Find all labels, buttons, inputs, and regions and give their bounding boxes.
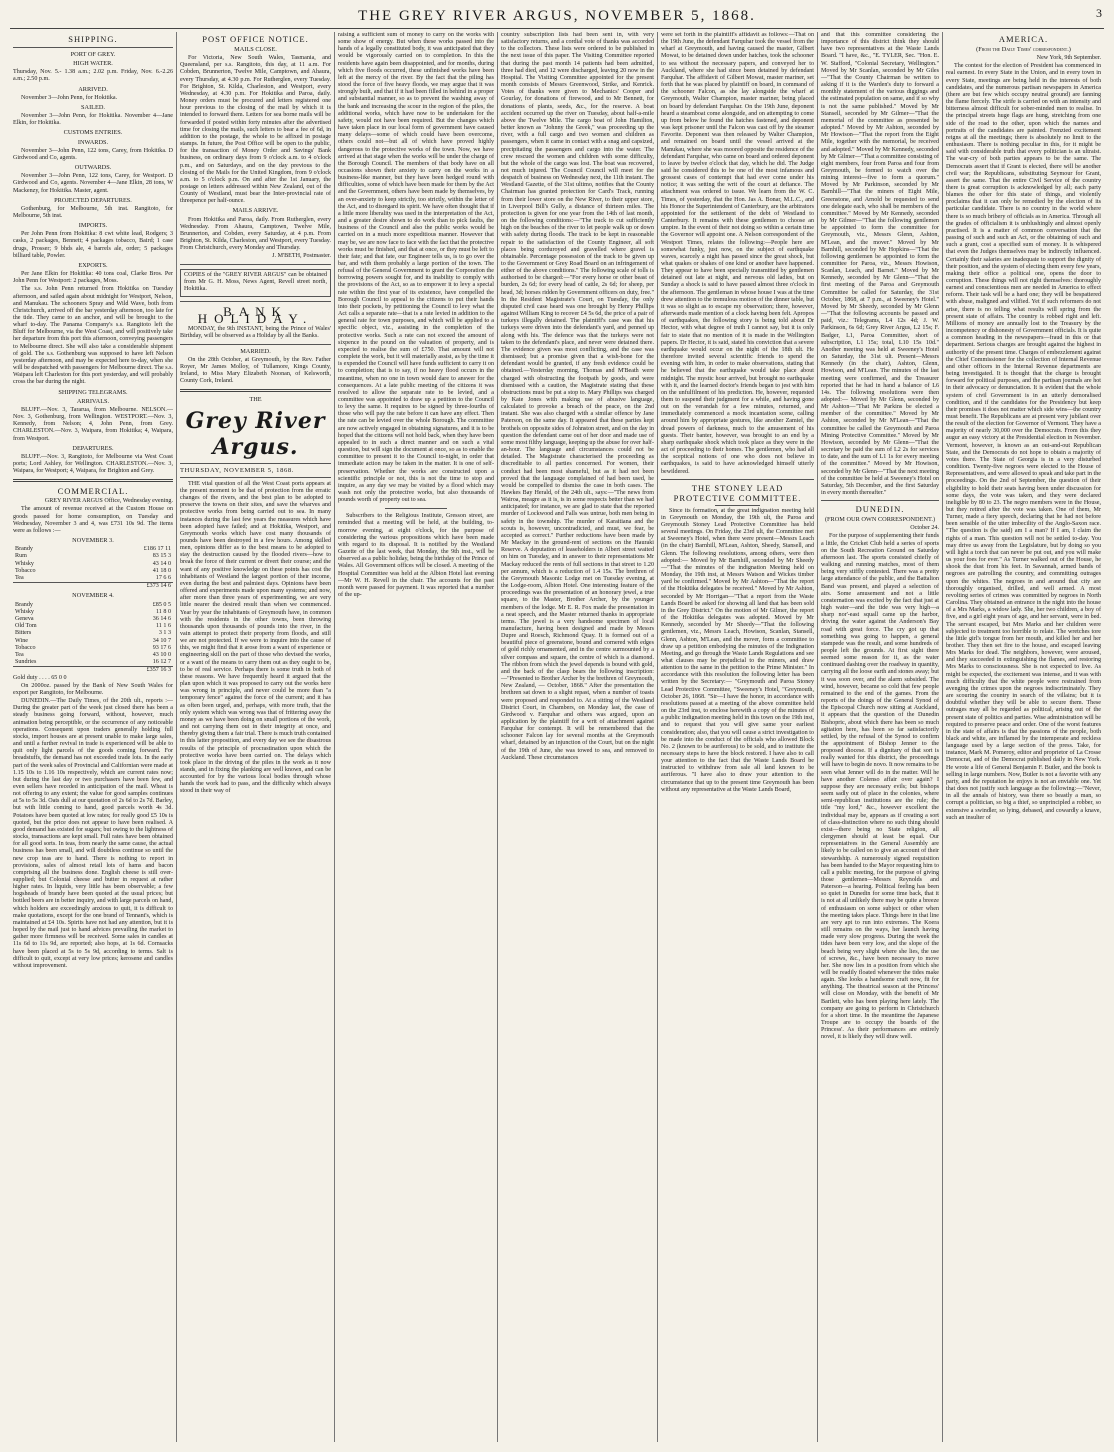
revenue-row — [13, 638, 173, 645]
imports-heading: IMPORTS. — [78, 222, 108, 230]
revenue-amount: 93 17 6 — [152, 644, 171, 651]
america-heading: AMERICA. — [998, 34, 1049, 44]
married-text: On the 28th October, at Greymouth, by the Rev. Father Royer, Mr James Molloy, of Tullamore, Kings County, Ireland, to Miss Mary Elizabeth Noonan, of Kelsworth, County Cork, Ireland. — [180, 356, 331, 385]
revenue-row — [13, 546, 173, 553]
america-date: New York, 9th September. — [1036, 55, 1101, 62]
commercial-intro: The amount of revenue received at the Custom House on goods passed for home consumption, on Tuesday and Wednesday, November 3 and 4, was £731 10s 9d. The items were as follows :— — [13, 506, 173, 534]
revenue-row — [13, 609, 173, 616]
editorial-part-2: raising a sufficient sum of money to carry on the works with some show of energy. But when these works passed into the hands of a legally constituted body, it was anticipated that they would be vigorously carried on to completion. In this the residents have again been disappointed, and for months, during which five floods occurred, these unfinished works have been left at the mercy of the river. By the fact that the piling has stood the force of five heavy floods, we may argue that it was strongly built, and that if it had been filled in behind in a proper and substantial manner, so as to prevent the washing away of the bank and increasing the scour in the region of the piles, the additional works, which have now to be undertaken for the safety, would not have been required. But the changes which have taken place in our local form of government have caused many delays—some of which could have been overcome, others could not—but all of which have proved highly dangerous to the protective works of the town. Now, we have arrived at that stage when the works will be under the charge of the Borough Council. The members of that body have on all occasions shown their anxiety to carry on the works in a business-like manner, but they have been hedged round with difficulties, some of which have been made for them by the Act and the Government, others have been made by themselves, by an over-anxiety to keep strictly, too strictly, within the letter of the Act, and to disregard its spirit. We have often thought that if a little more liberality was used in the interpretation of the Act, and a greater desire shown to do work than to pick faults, the business of the Council and also the public works would be carried on in a much more expeditious manner. However that may be, we are now face to face with the fact that the protective works must be finished, and that at once, or they must be left to their fate; and that fate, our Engineer tells us, is to go over the bar, and with them probably a large portion of the town. The refusal of the General Government to grant the Corporation the borrowing powers sought for, and its inability to comply with the provisions of the Act, so as to empower it to levy a special rate within the first year of its existence, have compelled the Borough Council to appeal to the citizens to put their hands into their pockets, by petitioning the Council to levy what the Act calls a separate rate—that is a rate levied in addition to the general rate for town purposes, and which will be applied to a specific object, viz., assisting in the completion of the protective works. Such a rate can not exceed the amount of sixpence in the pound on the valuation of property, and is expected to realise the sum of £750. That amount will not complete the work, but it will materially assist, as by the time it is expended the Council will have funds sufficient to carry it on to completion; that is to say, if no heavy flood occurs in the meantime, when no one in town would dare to answer for the consequences. At a late public meeting of the citizens it was resolved to allow the separate rate to be levied, and a committee was appointed to draw up a petition to the Council to levy the same. It requires to be signed by three-fourths of those who will pay the rate before it can have any effect. Then the rate can be levied over the whole Borough. The committee are now actively engaged in obtaining signatures, and it is to be hoped that the citizens will not hold back, when they have been appealed to in such a direct manner and on such a vital question, but will sign the document at once, so as to enable the committee to present it to the Council to-night, in order that immediate action may be taken in the matter. It is one of self-preservation. Whether the works are constructed upon a scientific principle or not, this is not the time to stop and inquire, as any day we may be visited by a flood which may wash not only the protective works, but also thousands of pounds worth of property out to sea. — [338, 32, 494, 504]
paper-title: Grey River Argus. — [185, 407, 326, 460]
gold-note: On 2000oz. passed by the Bank of New South Wales for export per Rangitoto, for Melbourne. — [13, 682, 173, 696]
revenue-amount: 83 15 3 — [152, 553, 171, 560]
dunedin-heading: DUNEDIN. — [855, 504, 905, 515]
gold-duty: Gold duty . . . . 65 0 0 — [13, 674, 67, 681]
revenue-row — [13, 568, 173, 575]
column-3 — [334, 32, 497, 1442]
stoney-lead-continued: and that this committee considering the importance of this district think they should have two representatives at the Waste Lands Board. "I have, &c., "E. TYLER, Sec. "Hon. E. W. Stafford, "Colonial Secretary, Wellington." Moved by Mr Scanlan, seconded by Mr Giles—"That the County Chairman be written to asking if it is the Warden's duty to forward a monthly statement of the various diggings and the estimated population on same, and if so why is not the same published." Moved by Mr Stansell, seconded by Mr Gilmer—"That the memorial of the committee as presented be adopted." Moved by Mr Ashton, seconded by Mr Howison—"That the report from the Eight Mile, together with the memorial, be received and adopted." Moved by Mr Kennedy, seconded by Mr Gilmer—"That a committee consisting of eight members, four from Paroa and four from Greymouth, be formed to watch over the mining interest—five to form a quorum." Moved by Mr Parkinson, seconded by Mr Barnhill—"That the miners of Eight Mile, Greenstone, and Arnold be requested to send one delegate each, who shall be members of the committee." Moved by Mr Kennedy, seconded by Mr Gilmer—"That the following gentlemen be appointed to form the committee for Greymouth, viz., Messrs Glenn, Ashton, M'Lean, and the mover." Moved by Mr Barnhill, seconded by Mr Hopkins—"That the following gentlemen be appointed to form the committee for Paroa, viz., Messrs Howison, Scanlan, Leach, and Barnet." Moved by Mr Kennedy, seconded by Mr Glenn—"That the first meeting of the Paroa and Greymouth Committee be called for Saturday, the 31st October, 1868, at 7 p.m., at Sweeney's Hotel." Moved by Mr Sheedy, seconded by Mr Glenn—"That the following accounts be passed and paid, viz.: Telegrams, L4 12s 4d; J. W. Parkinson, 6s 6d; Grey River Argus, L2 15s; F. Badger, L1, Paroa Committee, short of subscription, L1 15s; total, L10 15s 10d." Another meeting was held at Sweeney's Hotel on Saturday, the 31st ult. Present—Messrs Kennedy (in the chair), Ashton, Glenn, Howison, and M'Lean. The minutes of the last meeting were confirmed, and the Treasurer reported that he had in hand a balance of L6 14s. The following resolutions were then adopted:— Moved by Mr Glenn, seconded by Mr Ashton—"That Mr Parkins be elected a member of the committee." Moved by Mr Ashton, seconded by Mr M'Lean—"That the committee be called the Greymouth and Paroa Mining Protective Committee." Moved by Mr Howison, seconded by Mr Glenn—"That the secretary be paid the sum of L2 2s for services to date, and the sum of L1 1s for every meeting of the committee." Moved by Mr Howison, seconded by Mr Glenn—"That the next meeting of the committee be held at Sweeney's Hotel on Saturday, 5th December, and the first Saturday in every month thereafter." — [821, 32, 939, 496]
mails-close-heading: MAILS CLOSE. — [234, 46, 277, 53]
revenue-item: Wine — [15, 637, 28, 644]
america-text: The contest for the election of President has commenced in real earnest. In every State in the Union, and in every town in every State, meetings are being held in the interests of both candidates, and the numerous partisan newspapers in America (there are but few which occupy neutral ground) are fanning the flame fiercely. The strife is carried on with an intensity and bitterness almost difficult for sober-minded men to realise. In the principal streets huge flags are hung, stretching from one side of the road to the other, upon which the names and portraits of the candidates are painted. Frenzied excitement reigns at all the meetings; there is absolutely no limit to the enthusiasm. There is nothing peculiar in this, for it might be said with considerable truth that every politician is an ultraist. The war-cry of both parties appears to be the same. The Democrats assert that if Grant is elected, there will be another civil war; the Republicans, substituting Seymour for Grant, assert the same. That the entire Civil Service of the country there is great corruption is acknowledged by all; each party blames the other for this state of things, and violently proclaims that it can only be remedied by the election of its particular candidate. There is no country in the world where there is so much bribery of officials as in America. Through all the grades of officialism it is unblushingly and almost openly practised. It is a matter of common conversation that the passing of such and such an Act, or the obtaining of such and such a grant, cost a specified sum of money. It is whispered that even the Judges themselves may be indirectly influenced. Certainly their salaries are inadequate to support the dignity of their position, and the system of electing them every few years, making their office a political one, opens the door to corruption. These things will not right themselves: thoroughly earnest and conscientious men are needed in America to effect reform. Their task will be a hard one; they will be bespattered with abuse, maligned and vilified. Yet if such reformers do not arise, there is no telling what results will spring from the present state of affairs. The country is robbed right and left. Millions of money are annually lost to the Treasury by the incompetency or dishonesty of Government officials. It is quite a common heading in the newspapers—fraud in this or that department. Serious charges are brought against the highest in authority of the present time. Charges of embezzlement against the Chief Commissioner for the collection of Internal Revenue and other officers in the Internal Revenue departments are being investigated. It is thought that the charge is brought forward for political purposes, and the partisan journals are hot in their advocacy or denunciation. It is evident that the whole system of civil Government is in an utterly demoralised condition, and if the candidates for the Presidency but keep their promises it does not matter which side wins—the country must benefit. The Republicans are at present very jubilant over the result of the election for Governor of Vermont. They have a majority of nearly 30,000 over the Democrats. From this they augur an easy victory at the Presidential election in November. Vermont, however, is known as an out-and-out Republican State, and the Democrats do not hope to obtain a majority of votes there. The State of Georgia is in a very disturbed condition. Twenty-five negroes were elected to the House of Representatives, and were allowed to speak and take part in the proceedings. On the 2nd of September, the question of their eligibility to hold their seats having been under discussion for some days, the vote was taken, and they were declared ineligible by 80 to 23. The negro members were in the House, but they retired after the vote was taken. One of them, Mr Turner, made a fiery speech, declaring that he had not before been sensible of the utter imbecility of the Anglo-Saxon race. "The question is (he said) am I a man? If I am, I claim the rights of a man. This question will not be settled to-day. You may drive us away from the Legislature, but by doing so you will light a torch that can never be put out, and you will make us your foes for ever." As Turner walked out of the House, he shook the dust from his feet. In Savannah, armed bands of negroes are patrolling the country, and committing outrages upon the whites. The negroes in and around that city are thoroughly organised, drilled, and well armed. A most revolting series of crimes was committed by negroes in North Carolina. They obtained an entrance in the night into the house of a Mrs Marks, a widow lady. She, her two children, a boy of five, and a girl eight years of age, and her servant, were in bed. The servant escaped, but Mrs Marks and her children were subjected to treatment too horrible to relate. The wretches tore the little girl's tongue from her mouth, and killed her and her brother. They then set fire to the house, and escaped leaving Mrs Marks for dead. The neighbors, however, were aroused, and they succeeded in extinguishing the flames, and restoring Mrs Marks to consciousness. She is not expected to live. As might be expected, the excitement was intense, and it was with much difficulty that the white people were restrained from avenging the crimes upon the negroes indiscriminately. They are scouring the country in search of the villains; but it is doubtful whether they will be able to secure them. These outrages may all be regarded as political, arising out of the present state of politics and parties. Wise administration will be required to preserve peace and order. One of the worst features in the state of affairs is that the passions of the people, both black and white, are inflamed by the intemperate and reckless language used by a large section of the press. Take, for instance, Mark M. Pomeroy, editor and proprietor of La Crosse Democrat, and of the Democrat published daily in New York. He wrote a life of General Benjamin F. Butler, and the book is selling in large numbers. Now, Butler is not a favorite with any party, and the reputation he enjoys is not an enviable one. Yet that does not justify such language as the following:—"Never, in all the annals of history, was there so beastly a man, so corrupt a politician, so big a thief, so unprincipled a robber, so extensive a swindler, so lying, debased, and cowardly a knave, such an insulter of — [946, 63, 1101, 821]
revenue-item: Brandy — [15, 601, 33, 608]
arrived-text: November 3—John Penn, for Hokitika. — [21, 94, 118, 101]
revenue-amount: £85 0 5 — [152, 601, 171, 608]
married-heading: MARRIED. — [240, 347, 271, 355]
nov3-total: £373 14 6 — [83, 583, 173, 591]
revenue-item: Tea — [15, 652, 24, 659]
revenue-amount: 43 10 0 — [152, 652, 171, 659]
copies-notice-text: COPIES of the "GREY RIVER ARGUS" can be obtained from Mr G. H. Moss, News Agent, Revell street north, Hokitika. — [184, 271, 327, 292]
revenue-amount: 17 6 6 — [155, 575, 171, 582]
revenue-item: Sundries — [15, 659, 37, 666]
revenue-amount: 11 8 0 — [155, 608, 171, 615]
customs-heading: CUSTOMS ENTRIES. — [63, 129, 123, 137]
revenue-item: Tea — [15, 575, 24, 582]
revenue-item: Geneva — [15, 616, 34, 622]
shipping-heading: SHIPPING. — [68, 34, 118, 44]
shipping-news: The s.s. John Penn returned from Hokitika on Tuesday afternoon, and sailed again about midnight for Westport, Nelson, and Manukau. The schooners Spray and Wild Wave, both from Christchurch, arrived off the bar yesterday afternoon, too late for the tide. They came to an anchor, and will be brought to the wharf to-day. The Panama Company's s.s. Rangitoto left the Bluff for Melbourne, via the West Coast, and will positively take her departure from this port this afternoon, conveying passengers to Melbourne direct. She will also take a considerable shipment of gold. The s.s. Gothenburg was supposed to have left Nelson yesterday afternoon, and may be expected here to-day, when she will be despatched with passengers for Melbourne direct. The s.s. Waipara left Charleston for this port yesterday, and will probably cross the bar during the night. — [13, 286, 173, 386]
arrivals-heading: ARRIVALS. — [76, 397, 110, 405]
nov3-heading: NOVEMBER 3. — [72, 537, 114, 545]
nov3-table — [13, 546, 173, 590]
local-news: country subscription lists had been sent in, with very satisfactory returns, and a cordial vote of thanks was accorded to the collectors. These lists were ordered to be published in the next issue of this paper. The Visiting Committee reported that during the past month 14 patients had been admitted, three had died, and 12 were discharged, leaving 20 now in the Hospital. The Visiting Committee appointed for the present month consists of Messrs Greenwood, Strike, and Kenrick. Votes of thanks were given to Mechanics' Cooper and Gourlay, for donations of firewood, and to Mr Bennett, for donations of plants, seeds, &c., for the reserve. A boat accident occurred up the river on Tuesday, about half-a-mile above the Twelve Mile. The cargo boat of John Hamilton, better known as "Johnny the Greek," was proceeding up the river, with a full cargo and two women and children as passengers, when it came in contact with a snag and capsized, precipitating the passengers and cargo into the water. The crew rescued the women and children with some difficulty, but the whole of the cargo was lost. The boat was recovered, not much injured. The Council Council will meet for the despatch of business on Wednesday next, the 11th instant. The Westland Gazette, of the 31st ultimo, notifies that the County Chairman has granted protection for Card's Track, running from their lower store on the New River, to their upper store, in Liverpool Bill's Gully, a distance of thirteen miles. The protection is given for one year from the 14th of last month, on the following conditions:—"The track to cut sufficiently high on the beaches of the river to let people walk up or down with safety during floods. The track to be kept in reasonable repair to the satisfaction of the County Engineer, all soft places being corduroyed and gravelled where gravel is obtainable. Percentage possession of the track to be given up to the Government or Grey Road Board on an infringement of either of the above conditions." The following scale of tolls is authorised to be charged:—"For every horse or other beast of burden, 2s 6d; for every head of cattle, 2s 6d; for sheep, per head, 3d; horses ridden by Government officers on duty, free." In the Resident Magistrate's Court, on Tuesday, the only disputed civil case heard was one brought by Henry Phillips against William King to recover £4 5s 6d, the price of a pair of turkeys illegally detained. The plaintiff's case was that his turkeys were driven into the defendant's yard, and penned up along with his. The defence was that the turkeys were not taken to the defendant's place, and never were detained there. The evidence given was most conflicting, and the case was dismissed; but a promise given that a wish-bone for the defendant would be granted, if any fresh evidence could be obtained.—Yesterday morning, Thomas and M'Beath were charged with obstructing the footpath by goods, and were dismissed with a caution, the Magistrate stating that these obstructions must be put a stop to. Mary Phillips was charged by Kate Jones with making use of abusive language, calculated to provoke a breach of the peace, on the 2nd instant. She was also charged with a similar offence by Jane Paterson, on the same day. It appeared that these parties kept brothels on opposite sides of Johnston street, and on the day in question the defendant came out of her door and made use of some most filthy language, keeping up the abuse for over half-an-hour. The language and circumstances could not be detailed. The Magistrate characterised the proceeding as discreditable to all parties concerned. For women, their conduct had been most shameful, but as it had not been proved that the language complained of had been used, he would be compelled to dismiss the case in both cases. The Hawkes Bay Herald, of the 24th ult., says:—"The news from Wairoa, meagre as it is, is in some respects better than we had anticipated; for instance, we are glad to state that the reported murder of Lockwood and Falls was untrue, both men being in safety in the township. The murder of Karaitiana and the scouts is, however, uncontradicted, and must, we fear, be accepted as correct." Further reductions have been made by Mr Mackay in the ground-rent of sections on the Hauraki Reserve. A deputation of leaseholders in Albert street waited on him on Tuesday, and in answer to their representations Mr Mackay reduced the rents of full sections in that street to 1.20 per annum, which is a reduction of 1.4 15s. The brethren of the Greymouth Masonic Lodge met on Tuesday evening, at the Lodge-room, Albion Hotel. One interesting feature of the proceedings was the presentation of an honorary jewel, a true square, to the Master, Brother Archer, by the younger members of the lodge. Mr E. R. Fox made the presentation in a neat speech, and the Master returned thanks in appropriate terms. The jewel is a very handsome specimen of local manufacture, having been designed and made by Messrs Dupre and Roesch, Richmond Quay. It is formed out of a beautiful piece of greenstone, bound and cornered with edges of gold richly ornamented, and in the centre surmounted by a silver compass and square, the centre of which is a diamond. The ribbon from which the jewel depends is bound with gold, and the back of the clasp bears the following inscription:—"Presented to Brother Archer by the brethren of Greymouth, New Zealand, — October, 1868." After the presentation the brethren sat down to a slight repast, when a number of toasts were proposed and responded to. At a sitting of the Westland District Court, in Chambers, on Monday last, the case of Girdwood v. Farquhar and others was argued, upon an application by the plaintiff for a writ of attachment against Farquhar for contempt. It will be remembered that the schooner Falcon lay for several months at the Greymouth wharf, detained by an injunction of the Court, but on the night of the 19th of June, she was towed to sea, and removed to Auckland. These circumstances — [501, 32, 654, 761]
nov4-heading: NOVEMBER 4. — [72, 592, 114, 600]
editorial-part-1: THE vital question of all the West Coast ports appears at the present moment to be that of protection from the erratic changes of the rivers, and the best plan to be adopted to preserve the towns on their sites, and save the wharves and protective works from being carried out to sea. In many instances during the last few years the measures which have been adopted have failed; and at Hokitika, Westport, and Greymouth works which have cost many thousands of pounds have been destroyed in a few hours. Among skilled men, opinions differ as to the best means to be adopted to stay the destruction caused by the flooded rivers—how to break the force of their current or divert their course; and the want of any positive knowledge on these points has cost the inhabitants of Westland the largest portion of their income, even during the best and palmiest days. Opinions have been offered and experiments made upon many systems; and now, after more than three years of experimenting, we are very little nearer the desired result than when we commenced. Year by year the inhabitants of Greymouth have, in common with the residents in the other towns, been throwing thousands upon thousands of pounds into the river, in the vain attempt to protect their property from floods, and still we are not protected. If we were to inquire into the cause of this, we might find that it arose from a want of experience or engineering skill on the part of those who devised the works, or a want of the means to carry them out as they ought to be, to be of real service. Perhaps there is some truth in both of these reasons. We have frequently heard it argued that the plan upon which it was proposed to carry out the works here was wrong in principle, and never could be more than "a temporary fence" against the force of the current; and it has as often been urged, and, perhaps, with more truth, that the only system which was wrong was that of frittering away the money as we have been doing on small portions of the work, and not carrying them out in their integrity at once, and thereby giving them a fair trial. There is much truth contained in this latter proposition, and every day we see the disastrous results of the principle of procrastination upon which the protective works have been carried on. The delays which took place in the driving of the piles in the work as it now stands, and in fixing the planking are well known, and can be accounted for by the various local bodies through whose hands the work had to pass, and the difficulty which always stood in their way of — [180, 480, 331, 795]
column-2 — [176, 32, 334, 1442]
revenue-row — [13, 553, 173, 560]
revenue-amount: £186 17 11 — [143, 546, 171, 553]
editorial-notes: Subscribers to the Religious Institute, Gresson street, are reminded that a meeting will be held, at the building, to-morrow evening, at eight o'clock, for the purpose of considering the various propositions which have been made with regard to its disposal. It is notified by the Westland Gazette of the last week, that Monday, the 9th inst., will be observed as a public holiday, being the birthday of the Prince of Wales. All Government offices will be closed. A meeting of the Hospital Committee was held at the Albion Hotel last evening—Mr W. H. Revell in the chair. The accounts for the past month were passed for payment. It was reported that a number of the up- — [338, 513, 494, 599]
revenue-item: Whisky — [15, 608, 34, 615]
dunedin-market-report: DUNEDIN.—The Daily Times, of the 20th ult., reports :— During the greater part of the week just closed there has been a steady business going forward, without, however, much animation being perceptible, or the occurrence of any noticeable operations. Consequent upon traders generally holding full stocks, import houses are at present unable to make large sales, and until a further revival in trade is experienced will be able to quit only light parcels of the goods coming forward. For breadstuffs, the demand has not exceeded trade lots. In the early part of the week sales of Provincial and Californian were made at 1.15 10s to 1.16 10s respectively, which are current rates now; but during the last day or two purchasers have been few, and even sellers have receded in anticipation of the mail. Wheat is not offering to any extent; the value for good samples continues at 5s to 5s 3d. Oats dull at our quotation of 2s 6d to 2s 7d. Barley, but with little coming to hand, good parcels worth 4s 3d. Potatoes have been quoted at low rates; for really good £5 10s is quoted, but the price does not appear to have been realised. A good demand has existed for sugars; but owing to the lightness of stocks, transactions are kept small. Full rates have been obtained for all good sorts. In teas, from nearly the same cause, the actual business has been small, and will doubtless continue so until the new crop teas are to hand. There is nothing to report in provisions, sales of almost retail lots of hams and bacon comprising all the business done. English cheese is still over-supplied; but Colonial cheese and butter in request at rather higher rates. In liquids, very little has been observable; a few hogsheads of brandy have been quoted at the usual prices; but bottled beers are in better inquiry, and with large parcels on hand, which holders are exceedingly anxious to quit, it is difficult to make quotations, except for the one brand of Tennant's, which is maintained at £4 10s. Spirits have not had any attention, but it is hoped by the mail just to hand advices prevailing the market to gather more firmness will be received. Some sales in candles at 11s 6d to 11s 9d, are reported; also hops, at 1s 6d. Cornsacks have been placed at 5s to 5s 9d, according to terms. Salt is difficult to quit, except at very low prices; kerosene and candles without improvement. — [13, 698, 173, 969]
revenue-item: Whisky — [15, 560, 34, 567]
outwards-heading: OUTWARDS. — [74, 164, 112, 172]
high-water-text: Thursday, Nov. 5.- 1.38 a.m.; 2.02 p.m. Friday, Nov. 6.-2.26 a.m.; 2.50 p.m. — [13, 69, 173, 83]
mails-close-text: For Victoria, New South Wales, Tasmania, and Queensland, per s.s. Rangitoto, this day, at 11 a.m. For Cobden, Brunnerton, Twelve Mile, Camptown, and Ahaura, every Thursday, at 4.30 p.m. For Rutherglen, every Tuesday. For Brighton, St. Kilda, Charleston, and Westport, every Wednesday, at 4.30 p.m. For Hokitika and Paroa, daily. Money orders must be procured and letters registered one hour previous to the closing of the mail by which it is intended to forward them. Letters for sea borne mails will be forwarded if posted within forty minutes after the advertised time for closing the mails, such letters to bear a fee of 6d, in addition to the postage, the whole to be affixed in postage stamps. In future, the Post Office will be open to the public, for the transaction of Money Order and Savings' Bank business, on ordinary days from 9 o'clock a.m. to 4 o'clock p.m., and on Saturdays, and on the day previous to the closing of the Mails for the United Kingdom, from 9 o'clock a.m. to 5 o'clock p.m. On and after the 1st January, the postage on letters addressed within New Zealand, out of the County of Westland, must bear the Inter-provincial rate of threepence per half-ounce. — [180, 55, 331, 205]
revenue-amount: 34 10 7 — [152, 637, 171, 644]
revenue-item: Tobacco — [15, 567, 36, 574]
masthead-title: THE GREY RIVER ARGUS, NOVEMBER 5, 1868. — [358, 8, 756, 24]
revenue-amount: 41 18 0 — [152, 567, 171, 574]
bank-holiday-heading: BANK HOLIDAY. — [197, 304, 314, 327]
revenue-amount: 3 1 3 — [158, 630, 171, 637]
revenue-item: Brandy — [15, 546, 33, 553]
telegrams-heading: SHIPPING TELEGRAMS. — [58, 388, 128, 396]
column-7 — [942, 32, 1104, 1442]
dunedin-date: October 24. — [910, 525, 939, 532]
revenue-amount: 11 1 6 — [155, 623, 171, 630]
newspaper-page — [10, 6, 1104, 1446]
revenue-row — [13, 575, 173, 583]
america-subheading: (From the Daily Times' correspondent.) — [976, 46, 1071, 53]
revenue-item: Old Tom — [15, 623, 37, 630]
revenue-row — [13, 659, 173, 667]
mails-arrive-heading: MAILS ARRIVE. — [232, 207, 279, 215]
column-4 — [497, 32, 657, 1442]
revenue-row — [13, 616, 173, 623]
commercial-dateline: GREY RIVER ARGUS Office, Wednesday evening. — [44, 498, 173, 505]
masthead — [10, 6, 1104, 29]
revenue-item: Bitters — [15, 630, 32, 637]
revenue-item: Rum — [15, 553, 27, 560]
imports-text: Per John Penn from Hokitika: 8 cwt white lead, Rodgers; 3 casks, 2 packages, Bennett; 4 packages tobacco, Baird; 1 case drugs, Prosser; 9 bhds ale, 4 barrels ale, order; 5 packages billiard table, Powler. — [13, 231, 173, 259]
arrived-heading: ARRIVED. — [78, 85, 108, 93]
revenue-row — [13, 602, 173, 609]
projected-text: Gothenburg, for Melbourne, 5th inst. Rangitoto, for Melbourne, 5th inst. — [13, 205, 173, 219]
column-5 — [657, 32, 817, 1442]
column-6 — [817, 32, 942, 1442]
revenue-row — [13, 561, 173, 568]
mails-arrive-text: From Hokitika and Paroa, daily. From Rutherglen, every Wednesday. From Ahaura, Camptown, Twelve Mile, Brunnerton, and Cobden, every Saturday, at 4 p.m. From Brighton, St. Kilda, Charleston, and Westport, every Tuesday. From Christchurch, every Monday and Thursday. — [180, 216, 331, 252]
stoney-lead-text: Since its formation, at the great indignation meeting held in Greymouth on Monday, the 19th ult, the Paroa and Greymouth Stoney Lead Protective Committee has held several meetings. On Friday, the 23rd ult, the Committee met at Sweeney's Hotel, when there were present—Messrs Leach (in the chair) Barnhill, M'Lean, Ashton, Sheedy, Stansell, and Glenn. The following resolutions, among others, were then adopted:— Moved by Mr Barnhill, seconded by Mr Sheedy—"That the minutes of the indignation Meeting held on Monday, the 19th inst, at Messrs Watson and Wickes timber yard be confirmed." Moved by Mr Ashton—"That the report of the Hokitika delegates be received." Moved by Mr Ashton, seconded by Mr Horrigan—"That a report from the Waste Lands Board be asked for showing all land that has been sold in the Grey District." On the motion of Mr Gilmer, the report of the Hokitika delegates was adopted. Moved by Mr Kennedy, seconded by Mr Sheedy—"That the following gentlemen, viz., Messrs Leach, Howison, Scanlan, Stansell, Glenn, Ashton, M'Lean, and the mover, form a committee to draw up a petition embodying the minutes of the Indignation Meeting, and go through the Waste Lands Regulations and see what clauses may be prejudicial to the miners, and draw attention to the same in the petition to the Prime Minister." In accordance with this resolution the following letter has been written by the Secretary:— "Greymouth and Paroa Stoney Lead Protective Committee, "Sweeney's Hotel, "Greymouth, October 26, 1868. "Sir—I have the honor, in accordance with resolutions passed at a meeting of the above committee held on the 23rd inst, to enclose herewith a copy of the minutes of a public indignation meeting held in this town on the 19th inst, and to request that you will give same your earliest consideration; also, that you will cause a strict investigation to be made into the conduct of the officials who allowed Block No. 2 (known to be auriferous) to be sold, and to institute the necessary steps to have the block restored. I have also to call your attention to the fact that the Waste Lands Board be instructed to withdraw from sale all land known to be auriferous. "I have also to draw your attention to the circumstance that up to the present time Greymouth has been without any representative at the Waste Lands Board, — [661, 507, 815, 793]
revenue-amount: 16 12 7 — [152, 659, 171, 666]
dunedin-subheading: (FROM OUR OWN CORRESPONDENT.) — [824, 516, 936, 524]
local-news-continued: were set forth in the plaintiff's affidavit as follows:—That on the 19th June, the defendant Farquhar took the vessel from the wharf at Greymouth, and having caused the master, Gilbert Mowat, to be detained down under hatches, took the schooner to sea without the necessary papers, and conveyed her to Auckland, where she had since been detained by defendant Farquhar. The affidavit of Gilbert Mowat, master mariner, set forth that he was placed by plaintiff on board, in command of the schooner Falcon, as she lay alongside the wharf at Greymouth, Walter Champion, master mariner, being placed on board by defendant Farquhar. On the 19th June, deponent heard a steamboat come alongside, and on attempting to come up from below he found the hatches fastened, and deponent was kept prisoner until the Falcon was cast off by the steamer Favorite. Deponent was then released by Walter Champion, and remained on board until the vessel arrived at the Manukau, where she was moored opposite the residence of the defendant Farquhar, who came on board and ordered deponent to leave by twelve o'clock that day, which he did. The Judge said he considered this to be one of the most infamous and grossest cases of contempt that had ever come under his notice; it was setting the writ of the court at defiance. The attachment was ordered to issue. We learn from the W. C. Times, of yesterday, that the Hon. Jas A. Bonar, M.L.C., and his Honor the Superintendent of Canterbury, are the arbitrators appointed for the settlement of the debt of Westland to Canterbury. It remains with these gentlemen to choose an umpire. In the event of their not doing so within a certain time the Governor will appoint one. A Nelson correspondent of the Westport Times, relates the following:—People here are somewhat funky, just now, on the subject of earthquake waves, scarcely a night has passed since the great shock, but what quakes or shakes of one kind or another have happened. They appear to have been specially transmitted by gentlemen detained out late at night, and nervous old ladies, but on Sunday a shock is said to have passed almost three o'clock in the afternoon. The gentleman in whose house I was at the time drew attention to the tremulous motion of the dinner table, but it was so slight as to escape my observation; there, however, afterwards made mention of a clock having been felt. Apropos of earthquakes, the following story is being told about Dr Hector, with what degree of truth I cannot say, but it is only fair to state that no mention of it is made in the Wellington papers. Dr Hector, it is said, stated his conviction that a severe earthquake would occur on the night of the 18th ult. He therefore invited several scientific friends to spend the evening with him, in order to make observations, stating that he believed that the earthquake would take place about midnight. The mystic hour arrived, but brought no earthquake with it, and the learned doctor's friends began to jest with him on the unfulfilment of his prediction. He, however, requested them to suspend their judgment for a while, and having gone out on the verandah for a few minutes, returned, and immediately commenced a mock incantation scene, calling around him by appropriate gestures, like another Zamiel, the dread powers of darkness, much to the amusement of his guests. Their banter, however, was brought to an end by a sharp earthquake shock which took place as they were in the act of proceeding to their homes. The gentlemen, who had all the sceptical notions of one who does not believe in earthquakes, is said to have acknowledged himself utterly bewildered. — [661, 32, 814, 475]
page-number: 3 — [1096, 6, 1102, 20]
revenue-amount: 36 14 6 — [152, 616, 171, 622]
inwards-heading: INWARDS. — [77, 138, 109, 146]
postmaster-signature: J. M'BETH, Postmaster. — [272, 253, 331, 260]
dunedin-text: For the purpose of supplementing their funds a little, the Cricket Club held a series of sports on the South Recreation Ground on Saturday afternoon last. The sports consisted chiefly of walking and running matches, most of them being very stiffly contested. There was a pretty large attendance of the public, and the Battalion Band was present, and played a selection of airs. Some amusement and not a little consternation was excited by the fact that just at high water—and the tide was very high—a sharp nor'-east squall came up the harbor, driving the water against the Anderson's Bay road with great force. The cry got up that something was going to happen, a general stampede was the result, and some hundreds of people left the grounds. At first sight there seemed some reason for it, as the water continued dashing over the roadway in quantity, carrying all the loose earth and stones away; but it was soon over, and the alarm subsided. The wind, however, became so cold that few people remained to the end of the games. From the reports of the doings of the General Synod of the Episcopal Church now sitting at Auckland, it appears that the question of the Dunedin Bishopric, about which there has been so much agitation here, has been so far satisfactorily settled, by the refusal of the Synod to confirm the appointment of Bishop Jenner to the proposed diocese. If a dignitary of that sort is really wanted for this district, the proceedings will have to begin de novo. It now remains to be seen what Jenner will do in the matter. Will he have another Colenso affair over again? I suppose they are necessary evils; but bishops seem sadly out of place in the colonies, where semi-republican institutions are the rule; the title "my lord," &c., however excellent the individual may be, appears as if creating a sort of class-distinction where no such thing should exist—there being no State religion, all clergymen should at least be equal. Our representatives in the General Assembly are likely to be called on to give an account of their stewardship. A numerously signed requisition has been handed to the Mayor requesting him to call a public meeting, for the purpose of giving those gentlemen—Messrs Reynolds and Paterson—a hearing. Political feeling has been so quiet in Dunedin for some time back, that it is not at all unlikely there may be quite a breeze of enthusiasm on some subject or other when the meeting takes place. Things here in that line are very apt to run into extremes. The Koera still remains on the ways, her launch having made very slow progress. During the week the tides have been very low, and the slope of the beach being very slight where she lies, the use of screws, &c., have been necessary to move her. She now lies in a position from which she will be readily floated whenever the tides make again. She looks a handsome craft now, fit for anything. The theatrical season at the Princess' will close on Monday, with the benefit of Mr Bartlett, who has been playing here lately. The company are going to perform in Christchurch for a short time. In the meantime the Japanese Troupe are to occupy the boards of the Princess'. As their performances are entirely novel, it is likely they will draw well. — [821, 533, 940, 1041]
revenue-amount: 43 14 0 — [152, 560, 171, 567]
revenue-row — [13, 623, 173, 630]
nov4-total: £357 16 3 — [89, 667, 173, 675]
revenue-item: Tobacco — [15, 644, 36, 651]
column-1 — [10, 32, 176, 1442]
departures-heading: DEPARTURES. — [72, 444, 114, 452]
post-office-heading: POST OFFICE NOTICE. — [202, 34, 309, 44]
copies-notice — [180, 269, 331, 297]
inwards-text: November 3—John Penn, 122 tons, Carey, from Hokitika. D Girdwood and Co, agents. — [13, 147, 173, 161]
arrivals-text: BLUFF.—Nov. 3, Tararua, from Melbourne. NELSON.—Nov. 3, Gothenburg, from Wellington. WESTPORT.—Nov. 3, Kennedy, from Nelson; 4, John Penn, from Grey. CHARLESTON.—Nov. 3, Waipara, from Hokitika; 4, Waipara, from Westport. — [13, 406, 173, 442]
sailed-heading: SAILED. — [81, 103, 105, 111]
paper-the: THE — [249, 396, 262, 404]
stoney-lead-heading: THE STONEY LEAD PROTECTIVE COMMITTEE. — [673, 482, 802, 503]
revenue-row — [13, 645, 173, 652]
commercial-heading: COMMERCIAL. — [57, 486, 129, 497]
nov4-table — [13, 602, 173, 675]
bank-holiday-text: MONDAY, the 9th INSTANT, being the Prince of Wales' Birthday, will be observed as a Holiday by all the Banks. — [180, 326, 331, 340]
port-heading: PORT OF GREY. — [70, 51, 116, 58]
exports-heading: EXPORTS. — [78, 261, 108, 269]
revenue-row — [13, 652, 173, 659]
departures-text: BLUFF.—Nov. 3, Rangitoto, for Melbourne via West Coast ports; Lord Ashley, for Wellington. CHARLESTON.—Nov. 3, Waipara, for Westport; 4, Waipara, for Brighton and Grey. — [13, 453, 173, 475]
outwards-text: November 3—John Penn, 122 tons, Carey, for Westport. D Girdwood and Co, agents. November 4—Jane Elkin, 28 tons, W Mackenzy, for Hokitika. Master, agent. — [13, 173, 173, 194]
exports-text: Per Jane Elkin for Hokitika: 40 tons coal, Clarke Bros. Per John Penn for Westport: 2 packages, Moss. — [13, 271, 173, 285]
revenue-row — [13, 630, 173, 637]
paper-date: THURSDAY, NOVEMBER 5, 1868. — [180, 466, 295, 474]
projected-heading: PROJECTED DEPARTURES. — [54, 196, 132, 204]
high-water-heading: HIGH WATER. — [73, 60, 113, 68]
sailed-text: November 3—John Penn, for Hokitika. November 4—Jane Elkin, for Hokitika. — [13, 113, 173, 127]
